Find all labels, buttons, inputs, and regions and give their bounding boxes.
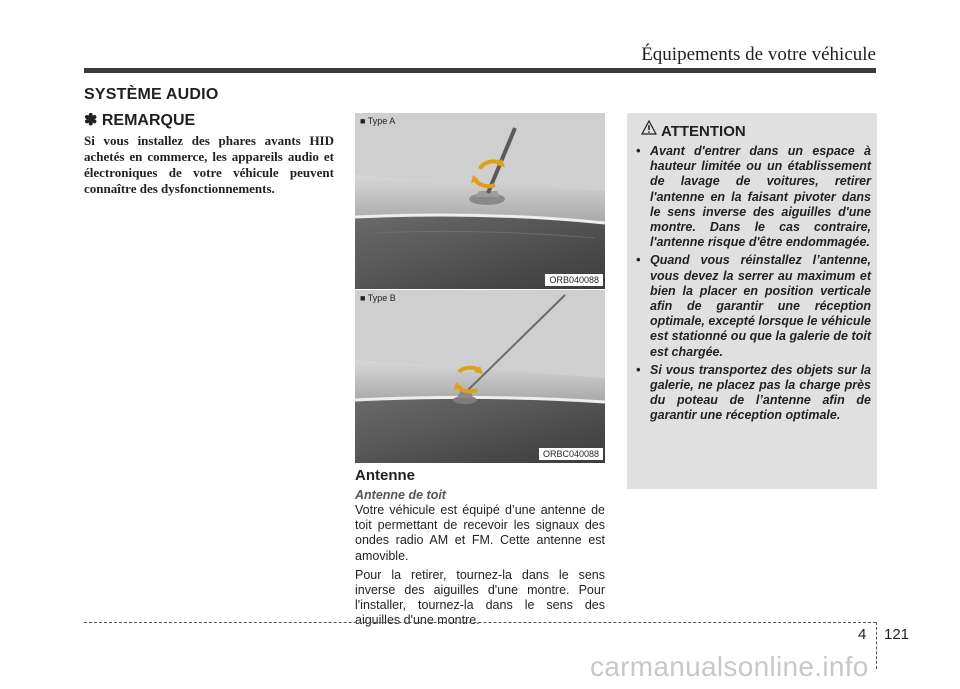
footer-divider bbox=[876, 622, 877, 669]
attention-item bbox=[635, 253, 871, 359]
attention-item-text: Avant d'entrer dans un espace à hauteur limitée ou un établissement de lavage de voitures, retirer l'antenne en la faisant pivoter dans le sens inverse des aiguilles d'une montre. Dans le cas contraire, l'antenne risque d'être endommagée. bbox=[650, 144, 871, 250]
antenna-title: Antenne bbox=[355, 467, 415, 484]
figure-type-a bbox=[355, 113, 605, 289]
attention-box bbox=[627, 113, 877, 489]
footer-rule bbox=[84, 622, 876, 623]
antenna-type-b-illustration bbox=[355, 290, 605, 463]
header-rule bbox=[84, 68, 876, 73]
attention-title: ATTENTION bbox=[661, 123, 746, 140]
section-title: SYSTÈME AUDIO bbox=[84, 86, 219, 103]
warning-triangle-icon bbox=[641, 120, 657, 135]
bullet-icon: • bbox=[636, 362, 641, 377]
figure-code: ORBC040088 bbox=[539, 448, 603, 460]
antenna-body bbox=[355, 503, 605, 633]
remark-title bbox=[84, 110, 195, 130]
chapter-number: 4 bbox=[858, 626, 867, 643]
attention-item-text: Si vous transportez des objets sur la galerie, ne placez pas la charge près du poteau de l’antenne afin de garantir une réception optimale. bbox=[650, 362, 871, 423]
antenna-paragraph: Pour la retirer, tournez-la dans le sens inverse des aiguilles d'une montre. Pour l'installer, tournez-la dans le sens des aiguilles d'une montre. bbox=[355, 567, 605, 628]
antenna-paragraph: Votre véhicule est équipé d’une antenne de toit permettant de recevoir les signaux des ondes radio AM et FM. Cette antenne est amovible. bbox=[355, 503, 605, 563]
bullet-icon: • bbox=[636, 253, 641, 268]
page-number: 121 bbox=[884, 626, 910, 643]
attention-list bbox=[635, 144, 871, 427]
antenna-subtitle: Antenne de toit bbox=[355, 488, 446, 502]
watermark: carmanualsonline.info bbox=[590, 651, 869, 682]
remark-text: Si vous installez des phares avants HID achetés en commerce, les appareils audio et électroniques de votre véhicule peuvent connaître des dysfonctionnements. bbox=[84, 133, 334, 196]
header-title: Équipements de votre véhicule bbox=[641, 44, 876, 65]
attention-item-text: Quand vous réinstallez l’antenne, vous devez la serrer au maximum et bien la placer en position verticale afin de garantir une réception optimale, excepté lorsque le véhicule est stationné ou que la galerie de toit est chargée. bbox=[650, 253, 871, 359]
attention-item bbox=[635, 363, 871, 424]
figure-type-b bbox=[355, 290, 605, 463]
remark-title-text: REMARQUE bbox=[101, 112, 196, 129]
figure-code: ORB040088 bbox=[545, 274, 603, 286]
bullet-icon: • bbox=[636, 144, 641, 158]
figure-label: ■ Type A bbox=[360, 116, 396, 126]
figure-label: ■ Type B bbox=[360, 293, 396, 303]
antenna-type-a-illustration bbox=[355, 113, 605, 289]
attention-item bbox=[635, 144, 871, 250]
remark-symbol-icon: ✽ bbox=[84, 112, 98, 129]
